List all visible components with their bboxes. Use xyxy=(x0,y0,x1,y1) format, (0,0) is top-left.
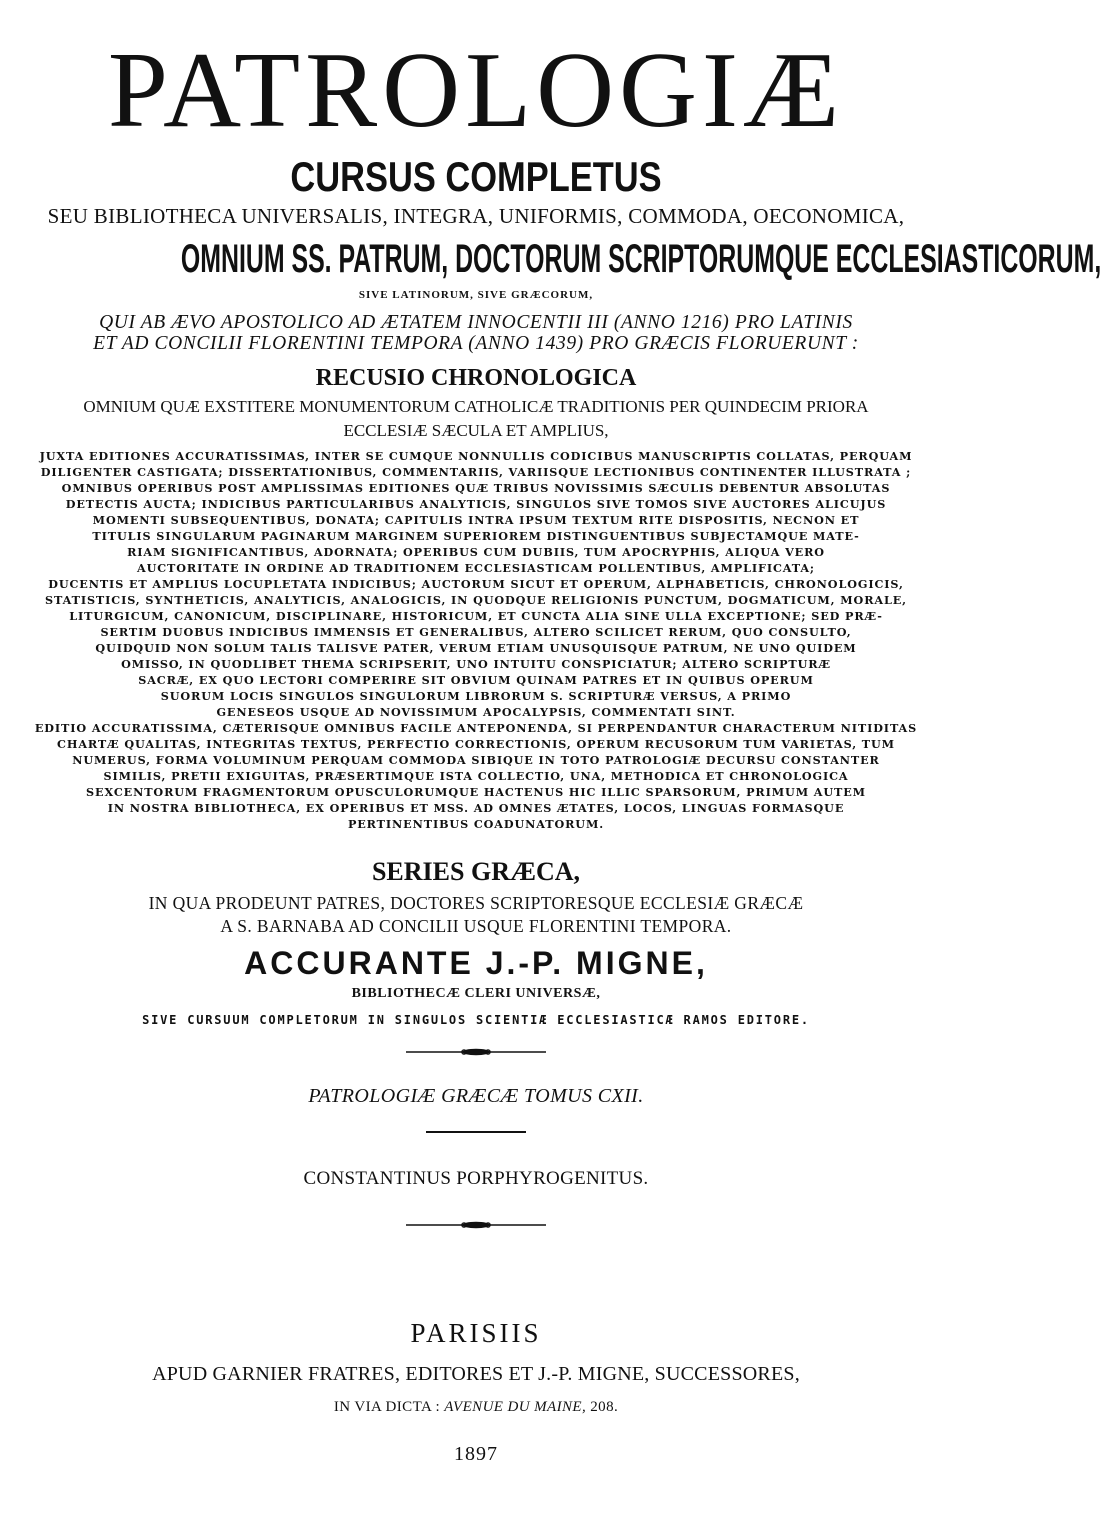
subtitle: CURSUS COMPLETUS xyxy=(290,153,662,200)
series-heading: SERIES GRÆCA, xyxy=(371,857,581,886)
ornament-rule-1 xyxy=(0,1045,952,1059)
year: 1897 xyxy=(454,1443,498,1465)
author-line: CONSTANTINUS PORPHYROGENITUS. xyxy=(303,1168,649,1189)
editor-line: ACCURANTE J.-P. MIGNE, xyxy=(244,945,708,981)
omnium-quae-line-2: ECCLESIÆ SÆCULA ET AMPLIUS, xyxy=(343,421,609,440)
description-line: SUORUM LOCIS SINGULOS SINGULORUM LIBRORUM S. SCRIPTURÆ VERSUS, A PRIMO xyxy=(160,689,792,703)
description-line: SACRÆ, EX QUO LECTORI COMPERIRE SIT OBVIUM QUINAM PATRES ET IN QUIBUS OPERUM xyxy=(138,673,814,687)
publisher-line: APUD GARNIER FRATRES, EDITORES ET J.-P. MIGNE, SUCCESSORES, xyxy=(152,1363,800,1385)
description-line: CHARTÆ QUALITAS, INTEGRITAS TEXTUS, PERFECTIO CORRECTIONIS, OPERUM RECUSORUM TUM VARIETAS, TUM xyxy=(57,737,895,751)
qui-line-1: QUI AB ÆVO APOSTOLICO AD ÆTATEM INNOCENTII III (ANNO 1216) PRO LATINIS xyxy=(99,312,853,333)
description-line: DUCENTIS ET AMPLIUS LOCUPLETATA INDICIBUS; AUCTORUM SICUT ET OPERUM, ALPHABETICIS, CHRONOLOGICIS, xyxy=(48,577,904,591)
description-line: SEXCENTORUM FRAGMENTORUM OPUSCULORUMQUE HACTENUS HIC ILLIC SPARSORUM, PRIMUM AUTEM xyxy=(86,785,866,799)
omnium-line: OMNIUM SS. PATRUM, DOCTORUM SCRIPTORUMQUE ECCLESIASTICORUM, xyxy=(180,236,1101,281)
description-line: TITULIS SINGULARUM PAGINARUM MARGINEM SUPERIOREM DISTINGUENTIBUS SUBJECTAMQUE MATE- xyxy=(92,529,860,543)
in-qua-line-2: A S. BARNABA AD CONCILII USQUE FLORENTINI TEMPORA. xyxy=(220,916,732,936)
main-title: PATROLOGIÆ xyxy=(107,31,845,150)
editor-subtitle: SIVE CURSUUM COMPLETORUM IN SINGULOS SCIENTIÆ ECCLESIASTICÆ RAMOS EDITORE. xyxy=(142,1013,810,1027)
description-line: IN NOSTRA BIBLIOTHECA, EX OPERIBUS ET MSS. AD OMNES ÆTATES, LOCOS, LINGUAS FORMASQUE xyxy=(107,801,845,815)
address-line xyxy=(0,1396,952,1418)
description-line: NUMERUS, FORMA VOLUMINUM PERQUAM COMMODA SIBIQUE IN TOTO PATROLOGIÆ DECURSU CONSTANTER xyxy=(72,753,880,767)
description-line: RIAM SIGNIFICANTIBUS, ADORNATA; OPERIBUS CUM DUBIIS, TUM APOCRYPHIS, ALIQUA VERO xyxy=(127,545,825,559)
description-line: QUIDQUID NON SOLUM TALIS TALISVE PATER, VERUM ETIAM UNUSQUISQUE PATRUM, NE UNO QUIDEM xyxy=(95,641,857,655)
tomus-line: PATROLOGIÆ GRÆCÆ TOMUS CXII. xyxy=(308,1085,644,1107)
description-line: PERTINENTIBUS COADUNATORUM. xyxy=(347,817,605,831)
description-line: DILIGENTER CASTIGATA; DISSERTATIONIBUS, COMMENTARIIS, VARIISQUE LECTIONIBUS CONTINENTER ILLUSTRATA ; xyxy=(40,465,912,479)
address-number: 208. xyxy=(590,1399,619,1415)
description-line: STATISTICIS, SYNTHETICIS, ANALYTICIS, ANALOGICIS, IN QUODQUE RELIGIONIS PUNCTUM, DOGMATICUM, MORALE, xyxy=(45,593,907,607)
description-line: LITURGICUM, CANONICUM, DISCIPLINARE, HISTORICUM, ET CUNCTA ALIA SINE ULLA EXCEPTIONE; SED PRÆ- xyxy=(69,609,883,623)
omnium-quae-line-1: OMNIUM QUÆ EXSTITERE MONUMENTORUM CATHOLICÆ TRADITIONIS PER QUINDECIM PRIORA xyxy=(83,397,869,416)
place-line: PARISIIS xyxy=(410,1318,542,1348)
description-line: JUXTA EDITIONES ACCURATISSIMAS, INTER SE CUMQUE NONNULLIS CODICIBUS MANUSCRIPTIS COLLATAS, PERQUAM xyxy=(39,449,913,463)
description-line: EDITIO ACCURATISSIMA, CÆTERISQUE OMNIBUS FACILE ANTEPONENDA, SI PERPENDANTUR CHARACTERUM NITIDITAS xyxy=(34,721,918,735)
description-line: AUCTORITATE IN ORDINE AD TRADITIONEM ECCLESIASTICAM POLLENTIBUS, AMPLIFICATA; xyxy=(137,561,815,575)
qui-line-2: ET AD CONCILII FLORENTINI TEMPORA (ANNO 1439) PRO GRÆCIS FLORUERUNT : xyxy=(93,333,859,354)
editor-title: BIBLIOTHECÆ CLERI UNIVERSÆ, xyxy=(351,986,601,1001)
ornament-rule-2 xyxy=(0,1218,952,1232)
seu-line: SEU BIBLIOTHECA UNIVERSALIS, INTEGRA, UNIFORMIS, COMMODA, OECONOMICA, xyxy=(47,204,905,228)
in-qua-line-1: IN QUA PRODEUNT PATRES, DOCTORES SCRIPTORESQUE ECCLESIÆ GRÆCÆ xyxy=(148,893,804,913)
description-line: SERTIM DUOBUS INDICIBUS IMMENSIS ET GENERALIBUS, ALTERO SCILICET RERUM, QUO CONSULTO, xyxy=(100,625,852,639)
divider-rule xyxy=(0,1125,952,1139)
recusio-heading: RECUSIO CHRONOLOGICA xyxy=(315,365,637,391)
description-line: DETECTIS AUCTA; INDICIBUS PARTICULARIBUS ANALYTICIS, SINGULOS SIVE TOMOS SIVE AUCTORES ALICUJUS xyxy=(65,497,887,511)
description-line: GENESEOS USQUE AD NOVISSIMUM APOCALYPSIS, COMMENTATI SINT. xyxy=(216,705,736,719)
address-street: AVENUE DU MAINE, xyxy=(444,1399,587,1415)
description-line: SIMILIS, PRETII EXIGUITAS, PRÆSERTIMQUE ISTA COLLECTIO, UNA, METHODICA ET CHRONOLOGICA xyxy=(103,769,849,783)
address-prefix: IN VIA DICTA : xyxy=(333,1399,441,1415)
description-line: MOMENTI SUBSEQUENTIBUS, DONATA; CAPITULIS INTRA IPSUM TEXTUM RITE DISPOSITIS, NECNON ET xyxy=(92,513,860,527)
sive-line: SIVE LATINORUM, SIVE GRÆCORUM, xyxy=(358,289,594,301)
description-line: OMISSO, IN QUODLIBET THEMA SCRIPSERIT, UNO INTUITU CONSPICIATUR; ALTERO SCRIPTURÆ xyxy=(121,657,831,671)
description-line: OMNIBUS OPERIBUS POST AMPLISSIMAS EDITIONES QUÆ TRIBUS NOVISSIMIS SÆCULIS DEBENTUR ABSOLUTAS xyxy=(61,481,891,495)
